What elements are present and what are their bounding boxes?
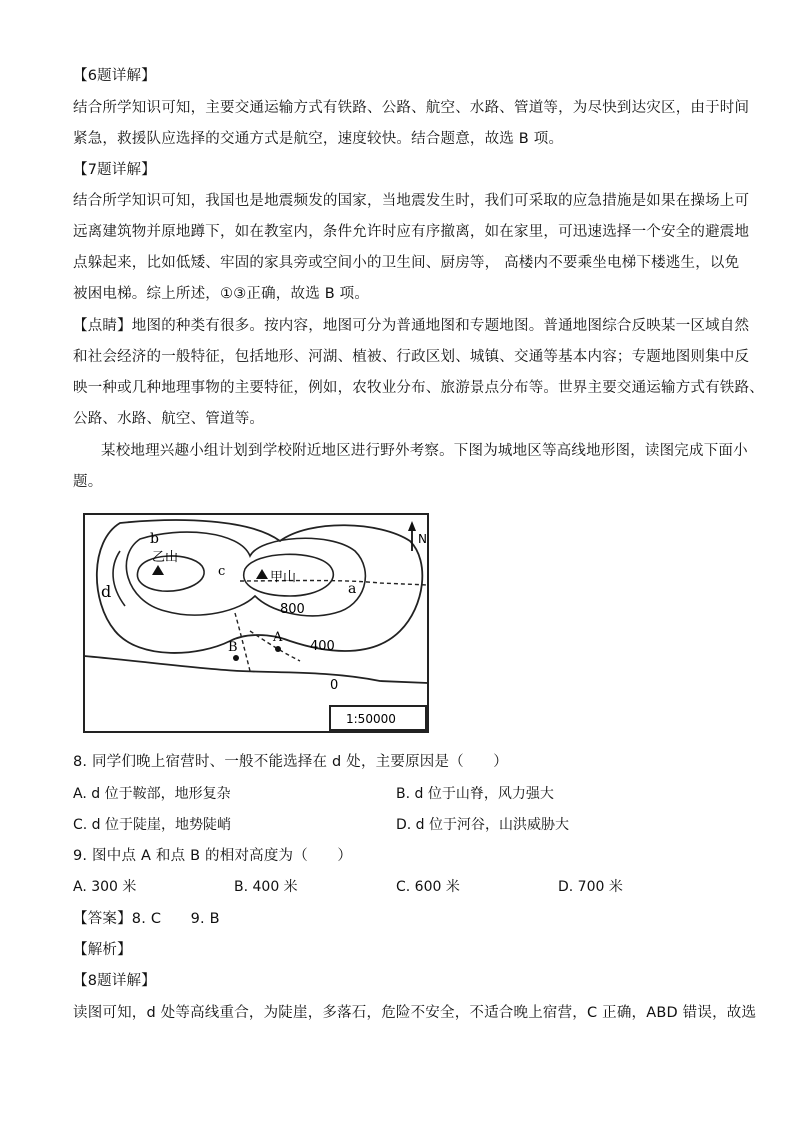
contour-label-0: 0 xyxy=(330,678,339,693)
answer-line: 【答案】8. C 9. B xyxy=(73,911,220,927)
intro-line-1: 某校地理兴趣小组计划到学校附近地区进行野外考察。下图为城地区等高线地形图，读图完成下面小 xyxy=(101,443,748,459)
q8-option-b: B. d 位于山脊，风力强大 xyxy=(396,786,554,802)
q6-line-1: 结合所学知识可知，主要交通运输方式有铁路、公路、航空、水路、管道等，为尽快到达灾区，由于时间 xyxy=(73,100,750,116)
q9-option-b: B. 400 米 xyxy=(234,879,298,895)
tip-line-4: 公路、水路、航空、管道等。 xyxy=(73,411,265,427)
q8-option-d: D. d 位于河谷，山洪威胁大 xyxy=(396,817,570,833)
q7-line-1: 结合所学知识可知，我国也是地震频发的国家，当地震发生时，我们可采取的应急措施是如果在操场上可 xyxy=(73,193,750,209)
point-b-dot xyxy=(233,655,239,661)
label-c: c xyxy=(218,564,226,579)
point-a-dot xyxy=(275,646,281,652)
q7-line-3: 点躲起来，比如低矮、牢固的家具旁或空间小的卫生间、厨房等， 高楼内不要乘坐电梯下楼逃生，以免 xyxy=(73,255,740,271)
q7-line-4: 被困电梯。综上所述，①③正确，故选 B 项。 xyxy=(73,286,370,302)
contour-map-svg xyxy=(80,511,432,736)
peak-jia-label: 甲山 xyxy=(270,570,297,585)
q7-line-2: 远离建筑物并原地蹲下，如在教室内，条件允许时应有序撤离，如在家里，可迅速选择一个安全的避震地 xyxy=(73,224,750,240)
q9-option-d: D. 700 米 xyxy=(558,879,623,895)
tip-line-1: 【点睛】地图的种类有很多。按内容，地图可分为普通地图和专题地图。普通地图综合反映某一区域自然 xyxy=(73,318,750,334)
scale-label: 1:50000 xyxy=(346,712,396,726)
analysis-heading: 【解析】 xyxy=(73,942,132,958)
q9-option-a: A. 300 米 xyxy=(73,879,137,895)
tip-line-3: 映一种或几种地理事物的主要特征，例如，农牧业分布、旅游景点分布等。世界主要交通运输方式有铁路、 xyxy=(73,380,764,396)
q8-option-a: A. d 位于鞍部，地形复杂 xyxy=(73,786,231,802)
contour-map xyxy=(80,511,432,736)
q9-stem: 9. 图中点 A 和点 B 的相对高度为（ ） xyxy=(73,848,353,864)
contour-label-400: 400 xyxy=(310,639,335,654)
intro-line-2: 题。 xyxy=(73,474,103,490)
label-d: d xyxy=(101,582,112,601)
q6-heading: 【6题详解】 xyxy=(73,68,156,84)
q8detail-line: 读图可知，d 处等高线重合，为陡崖，多落石，危险不安全，不适合晚上宿营，C 正确，ABD 错误，故选 xyxy=(73,1005,757,1021)
point-b-label: B xyxy=(228,640,238,655)
q8-option-c: C. d 位于陡崖，地势陡峭 xyxy=(73,817,232,833)
map-frame xyxy=(84,514,428,732)
q9-option-c: C. 600 米 xyxy=(396,879,460,895)
point-a-label: A xyxy=(273,630,283,645)
peak-yi-label: 乙山 xyxy=(152,550,179,565)
q6-line-2: 紧急，救援队应选择的交通方式是航空，速度较快。结合题意，故选 B 项。 xyxy=(73,131,564,147)
tip-line-2: 和社会经济的一般特征，包括地形、河湖、植被、行政区划、城镇、交通等基本内容；专题地图则集中反 xyxy=(73,349,750,365)
north-label: N xyxy=(418,532,427,546)
label-a: a xyxy=(348,581,357,597)
q8detail-heading: 【8题详解】 xyxy=(73,973,156,989)
q8-stem: 8. 同学们晚上宿营时、一般不能选择在 d 处，主要原因是（ ） xyxy=(73,754,508,770)
label-b: b xyxy=(150,531,159,547)
q7-heading: 【7题详解】 xyxy=(73,162,156,178)
contour-label-800: 800 xyxy=(280,602,305,617)
